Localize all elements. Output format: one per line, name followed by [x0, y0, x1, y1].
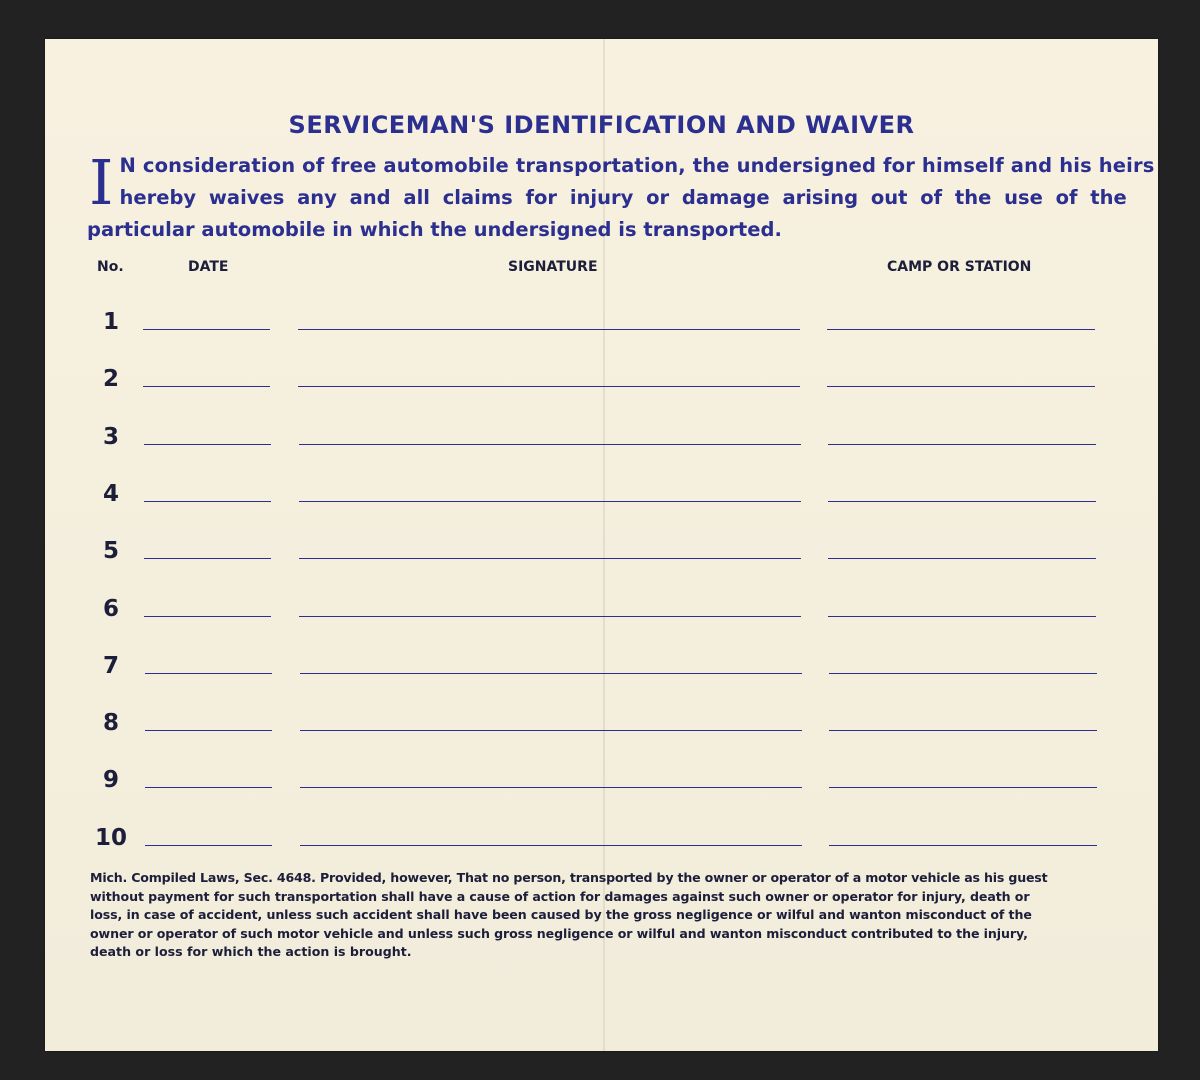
row-number: 4	[102, 480, 119, 507]
drop-cap: I	[89, 146, 114, 219]
signature-blank[interactable]	[300, 673, 802, 674]
signature-blank[interactable]	[298, 329, 800, 330]
signature-blank[interactable]	[299, 558, 801, 559]
signature-blank[interactable]	[298, 386, 800, 387]
waiver-statement	[87, 146, 1155, 246]
column-header-no: No.	[97, 259, 124, 275]
date-blank[interactable]	[145, 673, 272, 674]
date-blank[interactable]	[144, 558, 271, 559]
signature-row	[45, 424, 1158, 464]
row-number: 5	[102, 538, 119, 565]
signature-row	[45, 710, 1158, 750]
signature-blank[interactable]	[300, 787, 802, 788]
signature-blank[interactable]	[299, 501, 801, 502]
camp-or-station-blank[interactable]	[828, 558, 1096, 559]
signature-row	[45, 653, 1158, 693]
row-number: 7	[102, 652, 119, 679]
row-number: 1	[102, 309, 119, 335]
signature-row	[45, 366, 1158, 406]
row-number: 6	[102, 595, 119, 622]
date-blank[interactable]	[144, 616, 271, 617]
waiver-statement-line: particular automobile in which the undersigned is transported.	[87, 218, 782, 241]
row-number: 3	[102, 423, 119, 450]
column-header-signature: SIGNATURE	[508, 259, 598, 275]
camp-or-station-blank[interactable]	[829, 787, 1097, 788]
signature-blank[interactable]	[300, 845, 802, 846]
camp-or-station-blank[interactable]	[827, 386, 1095, 387]
date-blank[interactable]	[145, 845, 272, 846]
date-blank[interactable]	[145, 730, 272, 731]
row-number: 8	[102, 710, 119, 737]
waiver-form-sheet	[45, 39, 1158, 1051]
date-blank[interactable]	[144, 501, 271, 502]
camp-or-station-blank[interactable]	[828, 616, 1096, 617]
date-blank[interactable]	[143, 329, 270, 330]
signature-row	[45, 767, 1158, 807]
signature-row	[45, 481, 1158, 521]
signature-row	[45, 538, 1158, 578]
waiver-statement-line: N consideration of free automobile transportation, the undersigned for himself and his heirs	[119, 154, 1155, 177]
camp-or-station-blank[interactable]	[829, 730, 1097, 731]
statute-line: death or loss for which the action is brought.	[90, 944, 412, 959]
row-number: 2	[102, 366, 119, 393]
camp-or-station-blank[interactable]	[828, 444, 1096, 445]
form-title: SERVICEMAN'S IDENTIFICATION AND WAIVER	[288, 111, 915, 139]
row-number: 10	[94, 824, 127, 851]
signature-row	[45, 309, 1158, 349]
date-blank[interactable]	[143, 386, 270, 387]
row-number: 9	[102, 767, 119, 794]
statute-line: Mich. Compiled Laws, Sec. 4648. Provided, however, That no person, transported by the owner or operator of a motor vehicle as his guest	[90, 870, 1048, 885]
camp-or-station-blank[interactable]	[829, 845, 1097, 846]
column-header-camp-or-station: CAMP OR STATION	[887, 259, 1032, 275]
signature-blank[interactable]	[299, 616, 801, 617]
date-blank[interactable]	[144, 444, 271, 445]
statute-line: without payment for such transportation shall have a cause of action for damages against such owner or operator for injury, death or	[90, 888, 1030, 904]
signature-blank[interactable]	[299, 444, 801, 445]
statute-footnote	[90, 869, 1100, 962]
waiver-statement-line: hereby waives any and all claims for injury or damage arising out of the use of the	[119, 186, 1127, 209]
signature-row	[45, 825, 1158, 865]
column-header-date: DATE	[188, 259, 229, 275]
camp-or-station-blank[interactable]	[828, 501, 1096, 502]
camp-or-station-blank[interactable]	[827, 329, 1095, 330]
statute-line: loss, in case of accident, unless such accident shall have been caused by the gross negligence or wilful and wanton misconduct of the	[90, 907, 1032, 922]
camp-or-station-blank[interactable]	[829, 673, 1097, 674]
signature-blank[interactable]	[300, 730, 802, 731]
statute-line: owner or operator of such motor vehicle and unless such gross negligence or wilful and wanton misconduct contributed to the injury,	[90, 925, 1028, 941]
signature-row	[45, 596, 1158, 636]
date-blank[interactable]	[145, 787, 272, 788]
